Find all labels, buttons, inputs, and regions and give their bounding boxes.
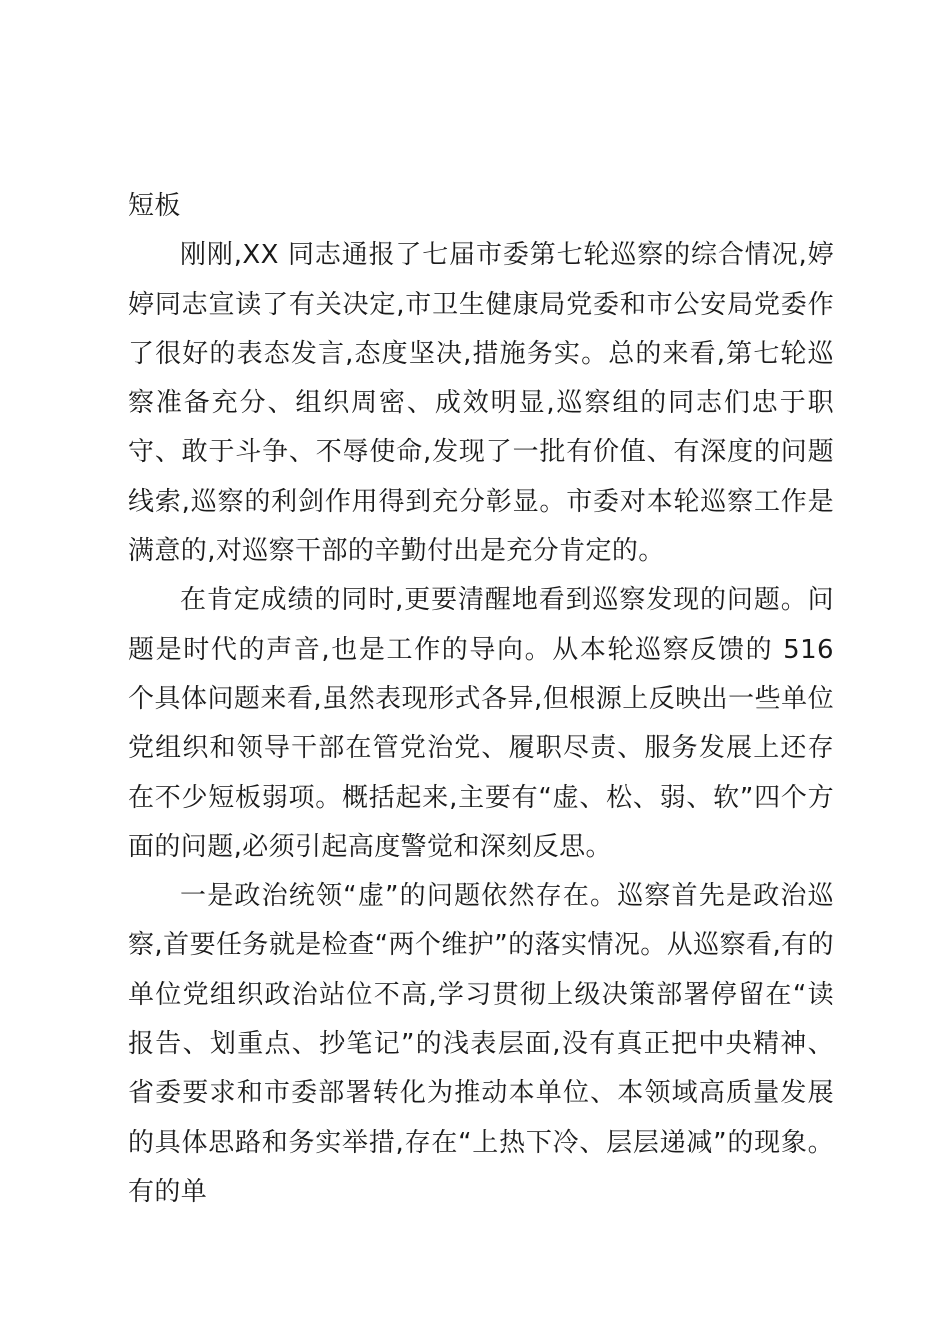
paragraph: 一是政治统领“虚”的问题依然存在。巡察首先是政治巡察,首要任务就是检查“两个维护”的落实情况。从巡察看,有的单位党组织政治站位不高,学习贯彻上级决策部署停留在“读报告、划重点、抄笔记”的浅表层面,没有真正把中央精神、省委要求和市委部署转化为推动本单位、本领域高质量发展的具体思路和务实举措,存在“上热下冷、层层递减”的现象。有的单 [128,881,834,1207]
paragraph: 刚刚,XX 同志通报了七届市委第七轮巡察的综合情况,婷婷同志宣读了有关决定,市卫生健康局党委和市公安局党委作了很好的表态发言,态度坚决,措施务实。总的来看,第七轮巡察准备充分、组织周密、成效明显,巡察组的同志们忠于职守、敢于斗争、不辱使命,发现了一批有价值、有深度的问题线索,巡察的利剑作用得到充分彰显。市委对本轮巡察工作是满意的,对巡察干部的辛勤付出是充分肯定的。 [128,240,834,567]
document-body [128,182,834,1217]
paragraph-fragment: 短板 [128,191,181,221]
paragraph: 在肯定成绩的同时,更要清醒地看到巡察发现的问题。问题是时代的声音,也是工作的导向。从本轮巡察反馈的 516 个具体问题来看,虽然表现形式各异,但根源上反映出一些单位党组织和领导干部在管党治党、履职尽责、服务发展上还存在不少短板弱项。概括起来,主要有“虚、松、弱、软”四个方面的问题,必须引起高度警觉和深刻反思。 [128,585,834,862]
